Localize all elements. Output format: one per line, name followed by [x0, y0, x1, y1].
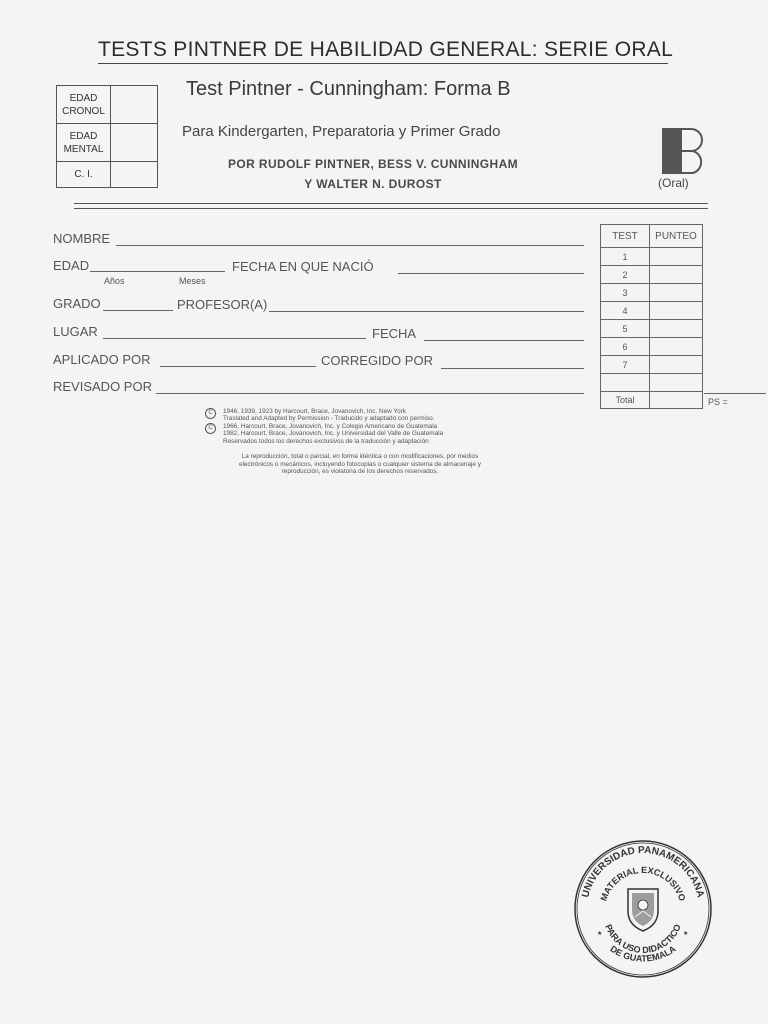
- total-row: [601, 392, 703, 409]
- ps-rule: [704, 393, 766, 394]
- score-cell[interactable]: [650, 320, 703, 338]
- crest-icon: [628, 889, 658, 931]
- copyright-line: Reservados todos los derechos exclusivos de la traducción y adaptación: [223, 437, 429, 445]
- reproduction-line: electrónicos o mecánicos, incluyendo fotocopias o cualquier sistema de almacenaje y: [239, 460, 481, 468]
- seal-base-text: DE GUATEMALA: [608, 943, 678, 964]
- seal-bottom-text: PARA USO DIDACTICO: [603, 922, 683, 956]
- table-row: [601, 338, 703, 356]
- copyright-line: 1966, Harcourt, Brace, Jovanovich, Inc. y Colegio Americano de Guatemala: [223, 422, 438, 430]
- score-cell[interactable]: [650, 248, 703, 266]
- copyright-line: 1982, Harcourt, Brace, Jovanovich, Inc. y Universidad del Valle de Guatemala: [223, 430, 444, 438]
- reproduction-notice: [200, 453, 520, 476]
- corregido-field[interactable]: [441, 368, 584, 369]
- nombre-label: NOMBRE: [53, 231, 111, 246]
- mental-age-field[interactable]: [111, 124, 157, 162]
- aplicado-field[interactable]: [160, 366, 316, 367]
- anos-label: Años: [104, 276, 125, 286]
- test-number: 5: [601, 320, 650, 338]
- authors: [210, 154, 536, 194]
- copyright-line: 1946, 1939, 1923 by Harcourt, Brace, Jovanovich, Inc. New York: [223, 408, 406, 415]
- revisado-field[interactable]: [156, 393, 584, 394]
- age-box: [56, 85, 158, 188]
- divider: [74, 203, 708, 204]
- total-cell[interactable]: [650, 392, 703, 409]
- copyright-notice: [205, 408, 535, 445]
- aplicado-label: APLICADO POR: [53, 352, 151, 367]
- edad-field[interactable]: [90, 271, 225, 272]
- star-icon: ★: [597, 931, 603, 937]
- lugar-label: LUGAR: [53, 324, 98, 339]
- copyright-icon: C: [205, 423, 216, 434]
- copyright-line: Traslated and Adapted by Permission - Traducido y adaptado con permiso.: [223, 415, 435, 423]
- seal-inner-text: MATERIAL EXCLUSIVO: [598, 864, 688, 903]
- test-number: 2: [601, 266, 650, 284]
- score-cell[interactable]: [650, 374, 703, 392]
- reproduction-line: La reproducción, total o parcial, en forma idéntica o con modificaciones, por medios: [241, 453, 479, 460]
- score-column-header: PUNTEO: [650, 225, 703, 248]
- ci-field[interactable]: [111, 162, 157, 187]
- nombre-field[interactable]: [116, 245, 584, 246]
- score-cell[interactable]: [650, 284, 703, 302]
- test-title: Test Pintner - Cunningham: Forma B: [186, 78, 511, 100]
- score-cell[interactable]: [650, 356, 703, 374]
- table-row: [601, 266, 703, 284]
- fecha-nacio-field[interactable]: [398, 273, 584, 274]
- test-column-header: TEST: [601, 225, 650, 248]
- profesor-field[interactable]: [269, 311, 584, 312]
- grado-label: GRADO: [53, 296, 101, 311]
- form-caption: (Oral): [658, 176, 689, 190]
- test-number: 3: [601, 284, 650, 302]
- ci-label: C. I.: [57, 162, 111, 187]
- ps-label: PS =: [708, 397, 728, 407]
- divider: [74, 208, 708, 209]
- profesor-label: PROFESOR(A): [177, 297, 268, 312]
- lugar-field[interactable]: [103, 338, 366, 339]
- table-row: [601, 356, 703, 374]
- test-number: 6: [601, 338, 650, 356]
- university-seal-stamp: [573, 839, 713, 979]
- table-row: [601, 374, 703, 392]
- authors-line-1: POR RUDOLF PINTNER, BESS V. CUNNINGHAM: [227, 157, 519, 171]
- total-label: Total: [601, 392, 650, 409]
- test-number: 4: [601, 302, 650, 320]
- score-cell[interactable]: [650, 338, 703, 356]
- reproduction-line: reproducción, es violatoria de los derechos reservados.: [281, 468, 439, 476]
- authors-line-2: Y WALTER N. DUROST: [304, 177, 442, 191]
- form-b-logo-icon: [662, 128, 706, 174]
- grado-field[interactable]: [103, 310, 173, 311]
- table-row: [601, 284, 703, 302]
- chrono-age-field[interactable]: [111, 86, 157, 124]
- chrono-age-label: EDAD CRONOL: [57, 86, 111, 124]
- test-number: 1: [601, 248, 650, 266]
- series-title: TESTS PINTNER DE HABILIDAD GENERAL: SERIE ORAL: [98, 38, 668, 64]
- copyright-icon: C: [205, 408, 216, 419]
- seal-top-text: UNIVERSIDAD PANAMERICANA: [580, 844, 706, 899]
- fecha-field[interactable]: [424, 340, 584, 341]
- score-cell[interactable]: [650, 266, 703, 284]
- score-cell[interactable]: [650, 302, 703, 320]
- table-row: [601, 302, 703, 320]
- score-table: [600, 224, 703, 409]
- fecha-nacio-label: FECHA EN QUE NACIÓ: [232, 259, 374, 274]
- test-number: [601, 374, 650, 392]
- table-row: [601, 320, 703, 338]
- star-icon: ★: [683, 931, 689, 937]
- revisado-label: REVISADO POR: [53, 379, 152, 394]
- edad-label: EDAD: [53, 258, 90, 273]
- meses-label: Meses: [179, 276, 206, 286]
- corregido-label: CORREGIDO POR: [321, 353, 433, 368]
- test-number: 7: [601, 356, 650, 374]
- grades-subtitle: Para Kindergarten, Preparatoria y Primer Grado: [182, 123, 501, 140]
- mental-age-label: EDAD MENTAL: [57, 124, 111, 162]
- table-row: [601, 248, 703, 266]
- fecha-label: FECHA: [372, 326, 417, 341]
